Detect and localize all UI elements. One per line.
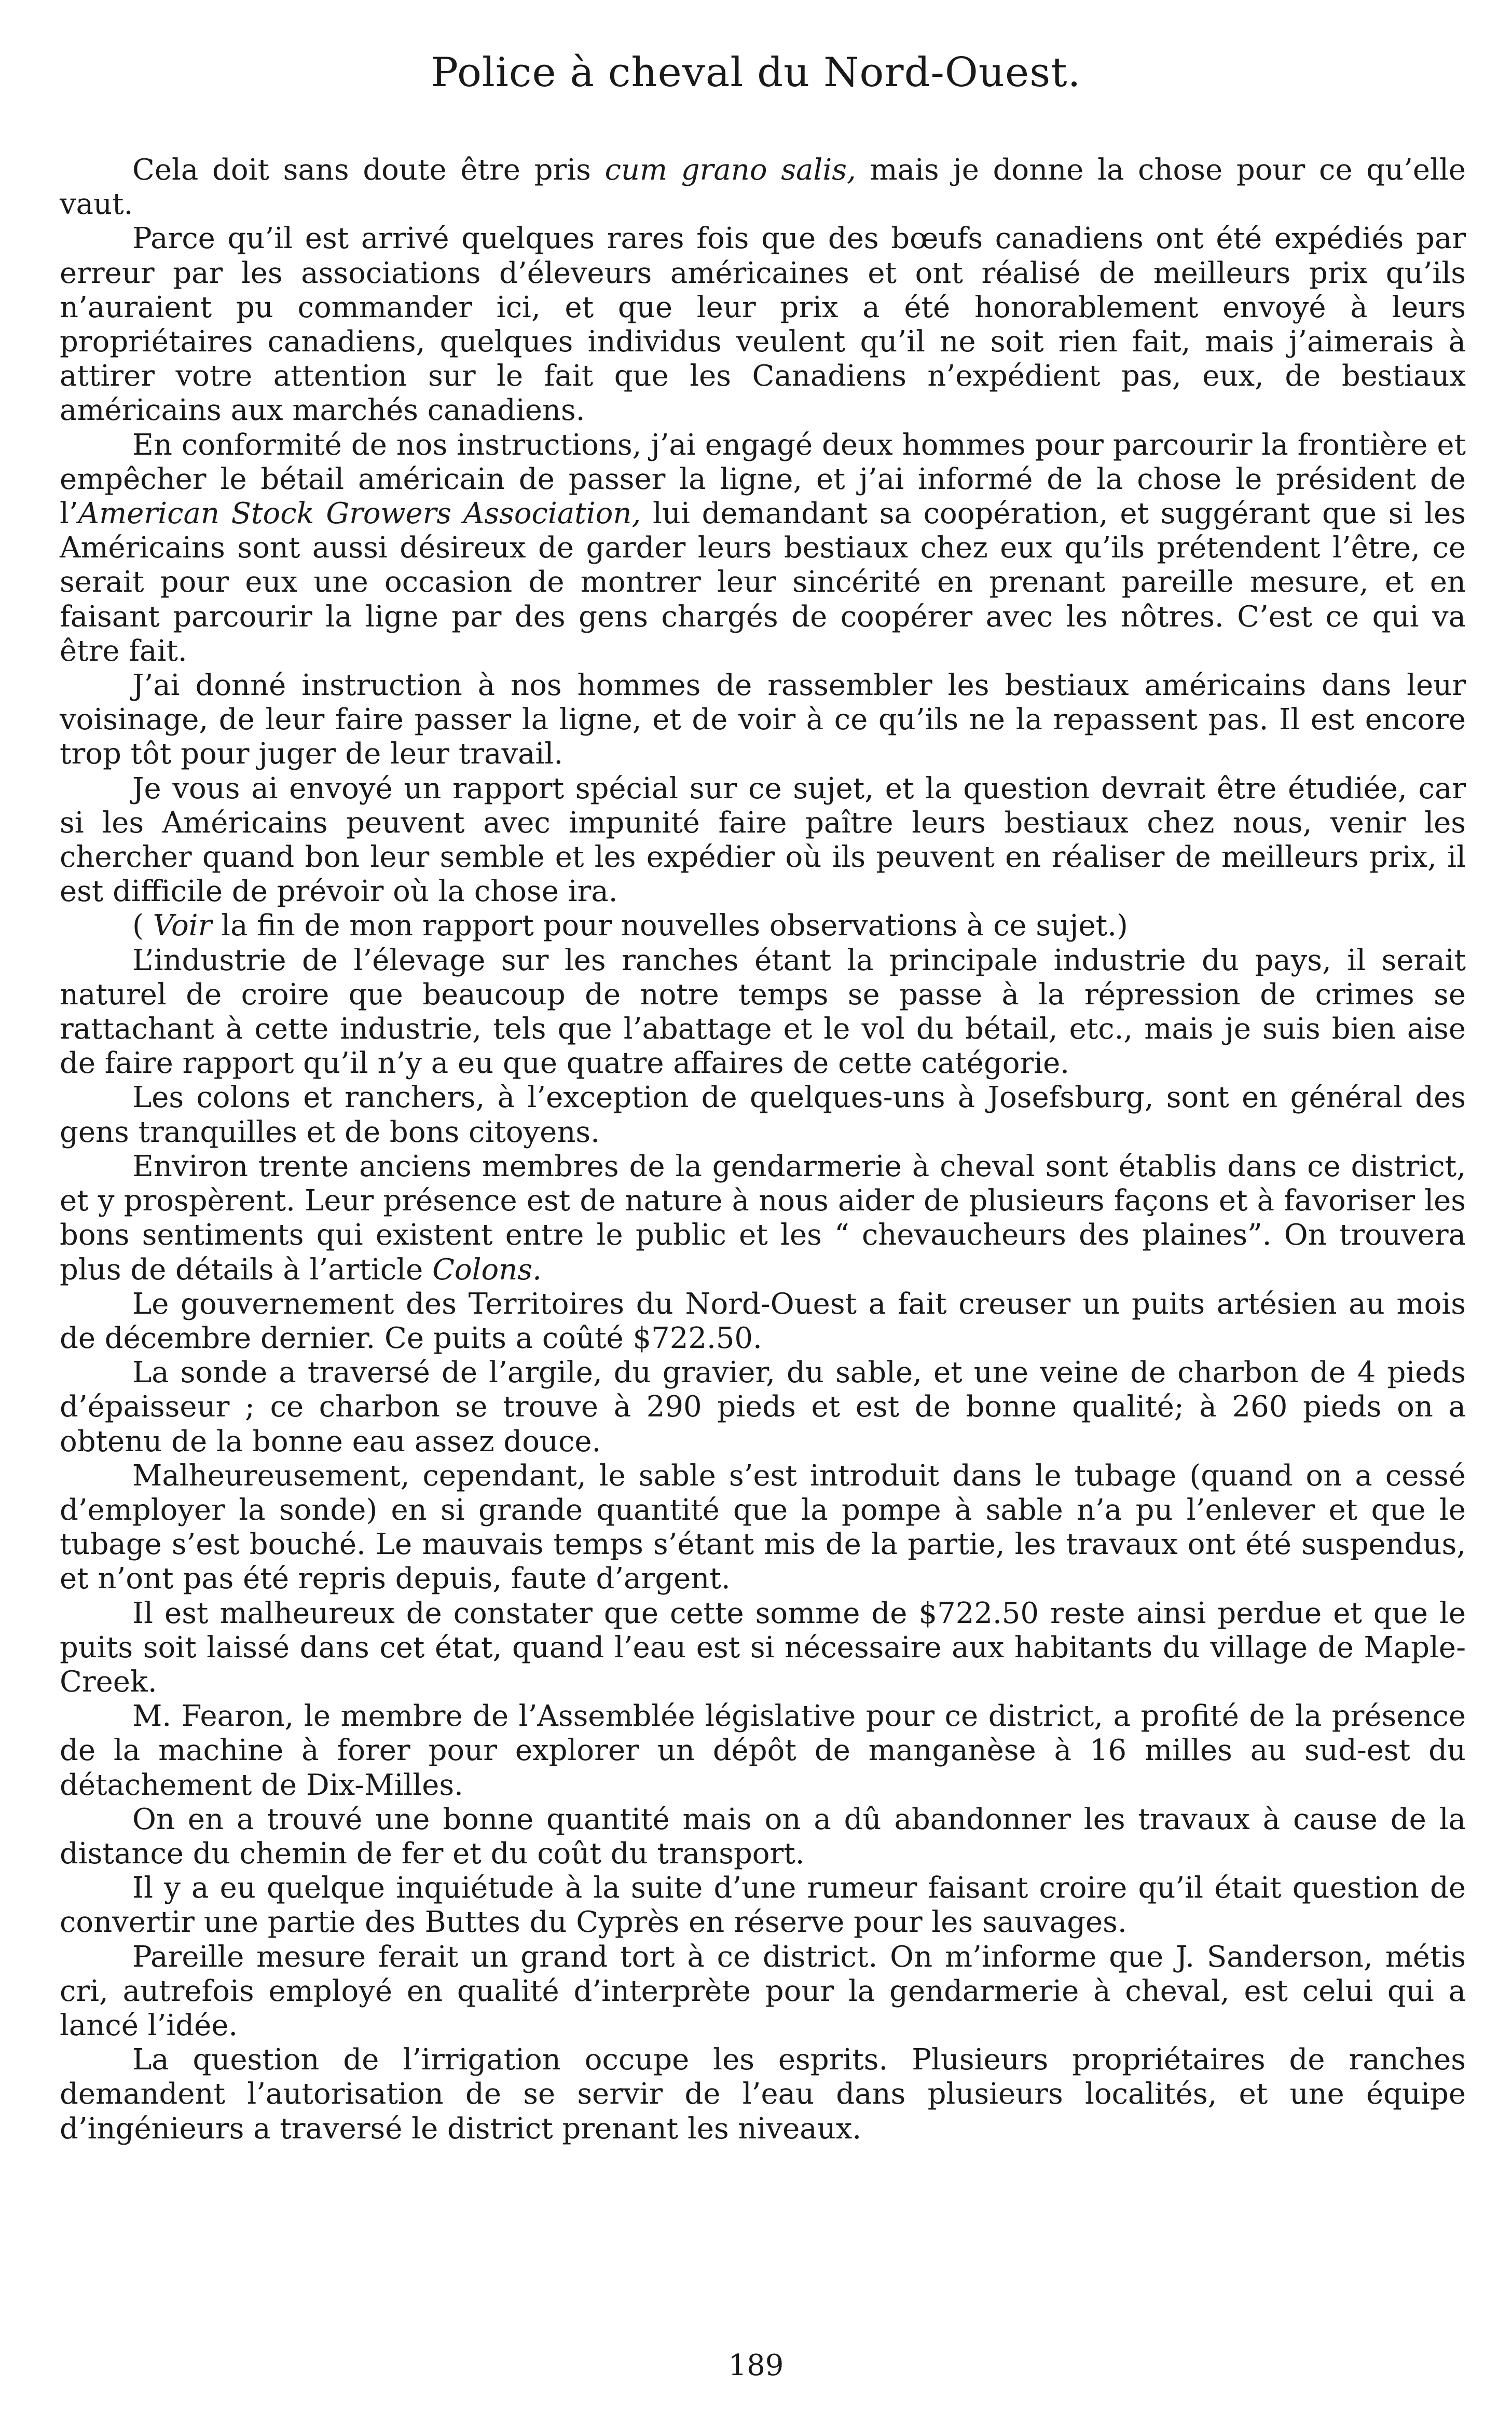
paragraph-text: Je vous ai envoyé un rapport spécial sur ce sujet, et la question devrait être étudiée, car si les Américains peuvent avec impunité faire paître leurs bestiaux chez nous, venir les chercher quand bon leur semble et les expédier où ils peuvent en réaliser de meilleurs prix, il est difficile de prévoir où la chose ira. (60, 771, 1466, 909)
paragraph-text: On en a trouvé une bonne quantité mais on a dû abandonner les travaux à cause de la distance du chemin de fer et du coût du transport. (60, 1802, 1466, 1871)
italic-text: American Stock Growers Association, (78, 497, 641, 531)
paragraph (60, 944, 1466, 1081)
paragraph (60, 153, 1466, 222)
paragraph (60, 1597, 1466, 1700)
paragraph-text: Le gouvernement des Territoires du Nord-Ouest a fait creuser un puits artésien au mois de décembre dernier. Ce puits a coûté $722.50. (60, 1287, 1466, 1355)
paragraph (60, 909, 1466, 943)
paragraph-text: ( (132, 909, 153, 943)
paragraph (60, 772, 1466, 909)
paragraph (60, 669, 1466, 772)
paragraph (60, 1150, 1466, 1287)
paragraph-text: la fin de mon rapport pour nouvelles observations à ce sujet.) (212, 909, 1128, 943)
italic-text: cum grano salis, (604, 153, 856, 187)
paragraph-text: M. Fearon, le membre de l’Assemblée législative pour ce district, a profité de la présence de la machine à forer pour explorer un dépôt de manganèse à 16 milles au sud-est du détachement de Dix-Milles. (60, 1699, 1466, 1802)
paragraph (60, 1699, 1466, 1803)
italic-text: Voir (153, 909, 212, 943)
paragraph (60, 1871, 1466, 1940)
italic-text: Colons. (432, 1252, 542, 1287)
paragraph-text: Les colons et ranchers, à l’exception de quelques-uns à Josefsburg, sont en général des gens tranquilles et de bons citoyens. (60, 1081, 1466, 1149)
paragraph (60, 1081, 1466, 1149)
paragraph (60, 222, 1466, 428)
paragraph (60, 1803, 1466, 1871)
paragraph (60, 428, 1466, 669)
body-text (60, 153, 1466, 2146)
paragraph-text: Malheureusement, cependant, le sable s’est introduit dans le tubage (quand on a cessé d’employer la sonde) en si grande quantité que la pompe à sable n’a pu l’enlever et que le tubage s’est bouché. Le mauvais temps s’étant mis de la partie, les travaux ont été suspendus, et n’ont pas été repris depuis, faute d’argent. (60, 1458, 1466, 1596)
paragraph-text: La question de l’irrigation occupe les esprits. Plusieurs propriétaires de ranches demandent l’autorisation de se servir de l’eau dans plusieurs localités, et une équipe d’ingénieurs a traversé le district prenant les niveaux. (60, 2043, 1466, 2146)
paragraph (60, 1940, 1466, 2043)
paragraph-text: La sonde a traversé de l’argile, du gravier, du sable, et une veine de charbon de 4 pieds d’épaisseur ; ce charbon se trouve à 290 pieds et est de bonne qualité; à 260 pieds on a obtenu de la bonne eau assez douce. (60, 1356, 1466, 1458)
paragraph-text: Pareille mesure ferait un grand tort à ce district. On m’informe que J. Sanderson, métis cri, autrefois employé en qualité d’interprète pour la gendarmerie à cheval, est celui qui a lancé l’idée. (60, 1940, 1466, 2042)
paragraph (60, 1356, 1466, 1459)
paragraph-text: J’ai donné instruction à nos hommes de rassembler les bestiaux américains dans leur voisinage, de leur faire passer la ligne, et de voir à ce qu’ils ne la repassent pas. Il est encore trop tôt pour juger de leur travail. (60, 669, 1466, 771)
paragraph-text: Environ trente anciens membres de la gendarmerie à cheval sont établis dans ce district, et y prospèrent. Leur présence est de nature à nous aider de plusieurs façons et à favoriser les bons sentiments qui existent entre le public et les “ chevaucheurs des plaines”. On trouvera plus de détails à l’article (60, 1149, 1466, 1287)
running-header: Police à cheval du Nord-Ouest. (431, 49, 1081, 96)
paragraph-text: Parce qu’il est arrivé quelques rares fois que des bœufs canadiens ont été expédiés par erreur par les associations d’éleveurs américaines et ont réalisé de meilleurs prix qu’ils n’auraient pu commander ici, et que leur prix a été honorablement envoyé à leurs propriétaires canadiens, quelques individus veulent qu’il ne soit rien fait, mais j’aimerais à attirer votre attention sur le fait que les Canadiens n’expédient pas, eux, de bestiaux américains aux marchés canadiens. (60, 222, 1466, 428)
paragraph (60, 2043, 1466, 2146)
paragraph-text: Cela doit sans doute être pris (132, 153, 605, 187)
paragraph-text: lui demandant sa coopération, et suggérant que si les Américains sont aussi désireux de garder leurs bestiaux chez eux qu’ils prétendent l’être, ce serait pour eux une occasion de montrer leur sincérité en prenant pareille mesure, et en faisant parcourir la ligne par des gens chargés de coopérer avec les nôtres. C’est ce qui va être fait. (60, 497, 1466, 668)
paragraph-text: L’industrie de l’élevage sur les ranches étant la principale industrie du pays, il serait naturel de croire que beaucoup de notre temps se passe à la répression de crimes se rattachant à cette industrie, tels que l’abattage et le vol du bétail, etc., mais je suis bien aise de faire rapport qu’il n’y a eu que quatre affaires de cette catégorie. (60, 943, 1466, 1081)
paragraph (60, 1287, 1466, 1356)
paragraph-text: Il est malheureux de constater que cette somme de $722.50 reste ainsi perdue et que le puits soit laissé dans cet état, quand l’eau est si nécessaire aux habitants du village de Maple-Creek. (60, 1596, 1466, 1699)
page-number: 189 (728, 2349, 784, 2382)
paragraph (60, 1459, 1466, 1597)
paragraph-text: Il y a eu quelque inquiétude à la suite d’une rumeur faisant croire qu’il était question de convertir une partie des Buttes du Cyprès en réserve pour les sauvages. (60, 1871, 1466, 1940)
paragraph-text: mais je donne la chose pour ce qu’elle vaut. (60, 153, 1466, 222)
paragraph-text: En conformité de nos instructions, j’ai engagé deux hommes pour parcourir la frontière et empêcher le bétail américain de passer la ligne, et j’ai informé de la chose le président de l’ (60, 428, 1466, 531)
